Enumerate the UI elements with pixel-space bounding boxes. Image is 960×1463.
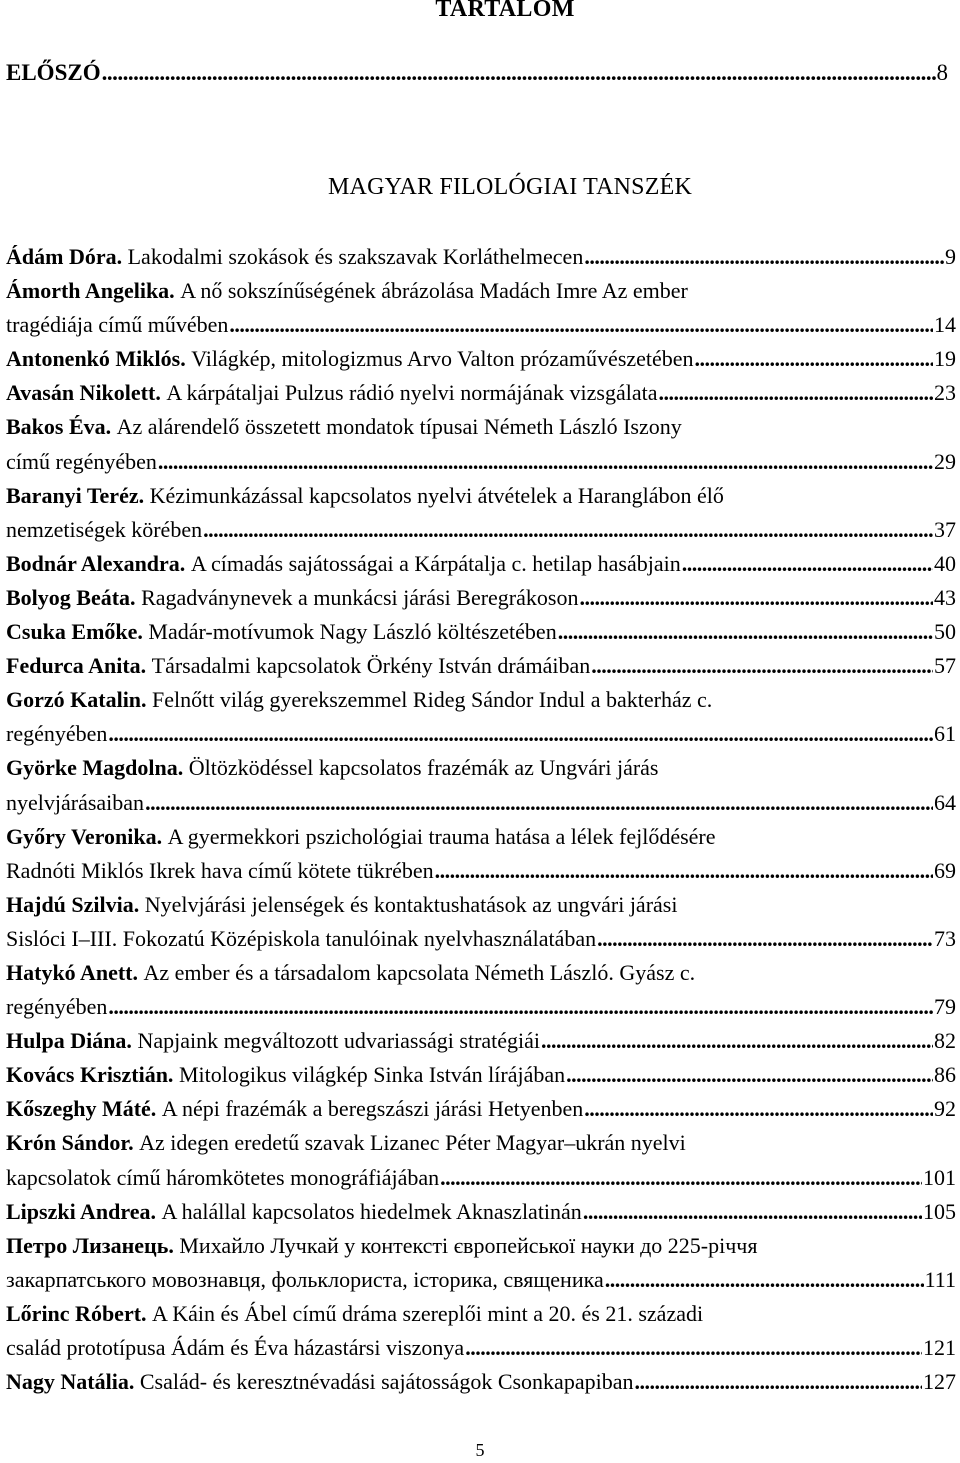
toc-page-number: 23 xyxy=(934,380,956,406)
toc-title: A Káin és Ábel című dráma szereplői mint a 20. és 21. századi xyxy=(152,1300,704,1326)
section-title: MAGYAR FILOLÓGIAI TANSZÉK xyxy=(328,174,692,200)
toc-author: Hatykó Anett. xyxy=(6,959,138,985)
toc-line xyxy=(6,888,956,922)
toc-author: Kőszeghy Máté. xyxy=(6,1096,157,1122)
toc-line xyxy=(6,922,956,956)
toc-line xyxy=(6,717,956,751)
toc-entry xyxy=(6,479,956,547)
toc-title: kapcsolatok című háromkötetes monográfiájában xyxy=(6,1164,440,1190)
toc-line xyxy=(6,683,956,717)
toc-title: Madár-motívumok Nagy László költészetében xyxy=(148,619,557,645)
toc-title: Az idegen eredetű szavak Lizanec Péter Magyar–ukrán nyelvi xyxy=(139,1130,686,1156)
toc-line xyxy=(6,1229,956,1263)
dot-leader xyxy=(558,615,933,649)
toc-title: Az ember és a társadalom kapcsolata Németh László. Gyász c. xyxy=(143,959,696,985)
toc-page-number: 69 xyxy=(934,857,956,883)
toc-page-number: 19 xyxy=(934,346,956,372)
toc-title: Család- és keresztnévadási sajátosságok Csonkapapiban xyxy=(139,1369,634,1395)
toc-line xyxy=(6,1365,956,1399)
toc-line xyxy=(6,342,956,376)
toc-entry xyxy=(6,1365,956,1399)
toc-line xyxy=(6,956,956,990)
toc-author: Győry Veronika. xyxy=(6,823,163,849)
toc-author: Nagy Natália. xyxy=(6,1369,135,1395)
toc-entry xyxy=(6,1229,956,1297)
toc-page-number: 57 xyxy=(934,653,956,679)
dot-leader xyxy=(659,376,933,410)
foreword-page: 8 xyxy=(936,60,948,85)
toc-title: című regényében xyxy=(6,448,157,474)
toc-title: A címadás sajátosságai a Kárpátalja c. hetilap hasábjain xyxy=(190,550,681,576)
toc-page-number: 37 xyxy=(934,516,956,542)
toc-line xyxy=(6,1263,956,1297)
toc-title: Radnóti Miklós Ikrek hava című kötete tükrében xyxy=(6,857,434,883)
toc-title: Öltözködéssel kapcsolatos frazémák az Ungvári járás xyxy=(188,755,659,781)
dot-leader xyxy=(145,786,933,820)
toc-author: Hulpa Diána. xyxy=(6,1028,132,1054)
toc-author: Baranyi Teréz. xyxy=(6,482,145,508)
toc-title: regényében xyxy=(6,721,108,747)
toc-page-number: 73 xyxy=(934,925,956,951)
toc-author: Csuka Emőke. xyxy=(6,619,143,645)
toc-page-number: 29 xyxy=(934,448,956,474)
page-number: 5 xyxy=(475,1440,485,1460)
dot-leader xyxy=(682,547,933,581)
toc-entry xyxy=(6,1058,956,1092)
toc-entry xyxy=(6,1297,956,1365)
dot-leader xyxy=(435,854,933,888)
toc-author: Ádám Dóra. xyxy=(6,244,123,269)
toc-title: A kárpátaljai Pulzus rádió nyelvi normájának vizsgálata xyxy=(166,380,658,406)
dot-leader xyxy=(566,1058,933,1092)
toc-page-number: 64 xyxy=(934,789,956,815)
toc-title: Kézimunkázással kapcsolatos nyelvi átvételek a Haranglábon élő xyxy=(149,482,724,508)
toc-title: Mitologikus világkép Sinka István lírájában xyxy=(178,1062,566,1088)
toc-author: Lőrinc Róbert. xyxy=(6,1300,147,1326)
dot-leader xyxy=(108,717,933,751)
dot-leader xyxy=(597,922,933,956)
toc-author: Avasán Nikolett. xyxy=(6,380,161,406)
dot-leader xyxy=(465,1331,922,1365)
toc-page-number: 121 xyxy=(923,1335,956,1360)
toc-line xyxy=(6,1331,956,1365)
toc-page-number: 111 xyxy=(924,1266,956,1292)
toc-author: Bakos Éva. xyxy=(6,414,112,440)
dot-leader xyxy=(695,342,933,376)
toc-page-number: 105 xyxy=(923,1198,956,1224)
toc-author: Bodnár Alexandra. xyxy=(6,550,186,576)
toc-entry xyxy=(6,1092,956,1126)
toc-page-number: 86 xyxy=(934,1062,956,1088)
toc-title: Felnőtt világ gyerekszemmel Rideg Sándor Indul a bakterház c. xyxy=(152,687,713,713)
toc-title: Lakodalmi szokások és szakszavak Korláthelmecen xyxy=(127,244,584,269)
toc-author: Antonenkó Miklós. xyxy=(6,346,186,372)
toc-line xyxy=(6,649,956,683)
toc-title: család prototípusa Ádám és Éva házastársi viszonya xyxy=(6,1335,465,1360)
toc-page-number: 92 xyxy=(934,1096,956,1122)
toc-author: Ámorth Angelika. xyxy=(6,278,175,304)
toc-entry xyxy=(6,683,956,751)
toc-entry xyxy=(6,820,956,888)
dot-leader xyxy=(584,1092,933,1126)
toc-title: nemzetiségek körében xyxy=(6,516,203,542)
dot-leader xyxy=(102,60,936,86)
toc-author: Lipszki Andrea. xyxy=(6,1198,156,1224)
toc-line xyxy=(6,1092,956,1126)
toc-entry xyxy=(6,342,956,376)
page-title: TARTALOM xyxy=(435,0,575,22)
toc-line xyxy=(6,445,956,479)
toc-title: Ragadványnevek a munkácsi járási Beregrákoson xyxy=(141,584,579,610)
toc-title: Világkép, mitologizmus Arvo Valton prózaművészetében xyxy=(191,346,694,372)
toc-entry xyxy=(6,410,956,478)
toc-page-number: 40 xyxy=(934,550,956,576)
toc-line xyxy=(6,581,956,615)
toc-line xyxy=(6,820,956,854)
toc-title: A halállal kapcsolatos hiedelmek Aknaszlatinán xyxy=(161,1198,582,1224)
toc-line xyxy=(6,274,956,308)
toc-line xyxy=(6,990,956,1024)
toc-title: Sislóci I–III. Fokozatú Középiskola tanulóinak nyelvhasználatában xyxy=(6,925,597,951)
toc-page-number: 61 xyxy=(934,721,956,747)
toc-title: закарпатського мовознавця, фольклориста, історика, священика xyxy=(6,1266,604,1292)
toc-page-number: 79 xyxy=(934,994,956,1020)
dot-leader xyxy=(583,1195,922,1229)
toc-line xyxy=(6,1126,956,1160)
toc-page-number: 101 xyxy=(923,1164,956,1190)
toc-entry xyxy=(6,751,956,819)
toc-entry xyxy=(6,1024,956,1058)
toc-page-number: 9 xyxy=(945,244,956,269)
toc-line xyxy=(6,1058,956,1092)
toc-line xyxy=(6,513,956,547)
toc-title: A népi frazémák a beregszászi járási Hetyenben xyxy=(161,1096,584,1122)
toc-entry xyxy=(6,1126,956,1194)
toc-line xyxy=(6,308,956,342)
dot-leader xyxy=(203,513,933,547)
dot-leader xyxy=(108,990,933,1024)
toc-entry xyxy=(6,376,956,410)
toc-line xyxy=(6,479,956,513)
toc-line xyxy=(6,1297,956,1331)
foreword-label: ELŐSZÓ xyxy=(6,60,101,85)
toc-entry xyxy=(6,547,956,581)
toc-author: Kovács Krisztián. xyxy=(6,1062,174,1088)
toc-line xyxy=(6,615,956,649)
dot-leader xyxy=(634,1365,922,1399)
dot-leader xyxy=(541,1024,933,1058)
toc-entry xyxy=(6,274,956,342)
toc-author: Gorzó Katalin. xyxy=(6,687,147,713)
toc-author: Bolyog Beáta. xyxy=(6,584,136,610)
toc-author: Fedurca Anita. xyxy=(6,653,147,679)
toc-title: A gyermekkori pszichológiai trauma hatása a lélek fejlődésére xyxy=(167,823,716,849)
toc-author: Hajdú Szilvia. xyxy=(6,891,140,917)
toc-title: regényében xyxy=(6,994,108,1020)
toc-title: Nyelvjárási jelenségek és kontaktushatások az ungvári járási xyxy=(144,891,678,917)
toc-line xyxy=(6,410,956,444)
toc-title: A nő sokszínűségének ábrázolása Madách Imre Az ember xyxy=(180,278,688,304)
toc-entry xyxy=(6,956,956,1024)
toc-page-number: 14 xyxy=(934,312,956,338)
toc-title: Napjaink megváltozott udvariassági stratégiái xyxy=(137,1028,541,1054)
toc-title: nyelvjárásaiban xyxy=(6,789,145,815)
toc-entry xyxy=(6,649,956,683)
toc-page-number: 43 xyxy=(934,584,956,610)
foreword-entry xyxy=(6,60,948,94)
toc-entry xyxy=(6,1195,956,1229)
toc-author: Петро Лизанець. xyxy=(6,1232,174,1258)
toc-author: Györke Magdolna. xyxy=(6,755,184,781)
toc-entry xyxy=(6,888,956,956)
toc-line xyxy=(6,1195,956,1229)
toc-line xyxy=(6,751,956,785)
dot-leader xyxy=(579,581,933,615)
toc-line xyxy=(6,854,956,888)
toc-entry xyxy=(6,615,956,649)
toc-title: Az alárendelő összetett mondatok típusai Németh László Iszony xyxy=(116,414,682,440)
toc-page-number: 82 xyxy=(934,1028,956,1054)
toc-line xyxy=(6,1161,956,1195)
dot-leader xyxy=(158,445,933,479)
dot-leader xyxy=(584,240,944,274)
toc-title: tragédiája című művében xyxy=(6,312,229,338)
toc-line xyxy=(6,1024,956,1058)
table-of-contents xyxy=(6,240,956,1399)
toc-line xyxy=(6,376,956,410)
dot-leader xyxy=(591,649,933,683)
dot-leader xyxy=(605,1263,924,1297)
toc-page-number: 127 xyxy=(923,1369,956,1395)
toc-entry xyxy=(6,581,956,615)
toc-author: Krón Sándor. xyxy=(6,1130,134,1156)
toc-entry xyxy=(6,240,956,274)
dot-leader xyxy=(229,308,933,342)
toc-title: Társadalmi kapcsolatok Örkény István drámáiban xyxy=(151,653,591,679)
dot-leader xyxy=(440,1161,922,1195)
toc-page-number: 50 xyxy=(934,619,956,645)
toc-line xyxy=(6,547,956,581)
toc-line xyxy=(6,240,956,274)
toc-title: Михайло Лучкай у контексті європейської науки до 225-річчя xyxy=(179,1232,758,1258)
toc-line xyxy=(6,786,956,820)
